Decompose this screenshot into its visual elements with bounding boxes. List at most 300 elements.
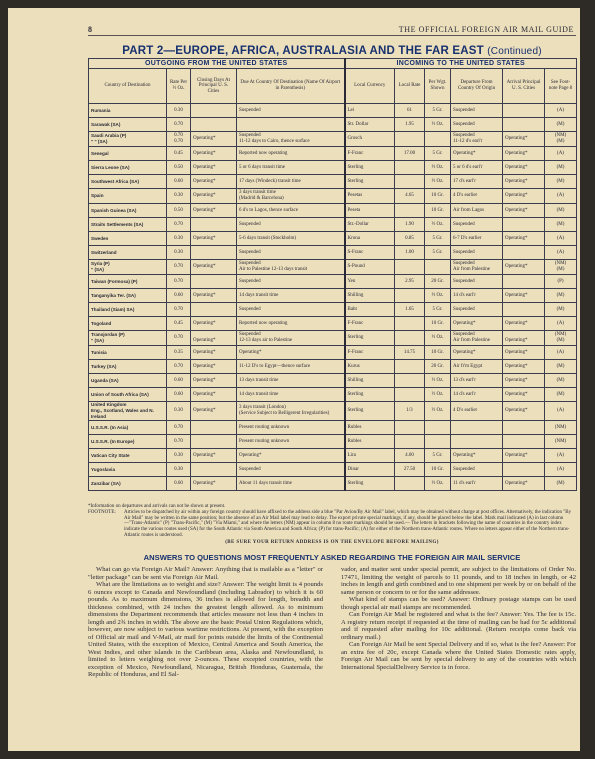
- answer-paragraph: What kind of stamps can be used? Answer: Ordinary postage stamps can be used though special air mail stamps are recommended.: [341, 596, 576, 611]
- footnote-ref-cell: (M): [545, 161, 577, 175]
- per-wgt-cell: 5 Gr.: [425, 232, 451, 246]
- rate-cell: 0.70: [167, 435, 191, 449]
- running-title: THE OFFICIAL FOREIGN AIR MAIL GUIDE: [398, 25, 574, 34]
- due-cell: 17 days (Windeck) transit time: [237, 175, 345, 189]
- footnote-ref-cell: (NM) (M): [545, 260, 577, 275]
- table-row: [89, 346, 577, 360]
- rates-table-body: [89, 104, 577, 491]
- per-wgt-cell: 20 Gr.: [425, 360, 451, 374]
- per-wgt-cell: ½ Oz.: [425, 402, 451, 421]
- arrival-cell: Operating*: [503, 147, 545, 161]
- currency-cell: Sterling: [345, 161, 395, 175]
- country-cell: Spain: [89, 189, 167, 204]
- col-due: Due At Country Of Destination (Name Of Airport in Parenthesis): [237, 69, 345, 104]
- col-rate: Rate Per ½ Oz.: [167, 69, 191, 104]
- country-cell: Southwest Africa (SA): [89, 175, 167, 189]
- departure-cell: Suspended: [451, 246, 503, 260]
- document-page: [8, 8, 580, 751]
- currency-cell: F-Franc: [345, 317, 395, 331]
- per-wgt-cell: ½ Oz.: [425, 331, 451, 346]
- local-rate-cell: [395, 260, 425, 275]
- departure-cell: 11 d's earl'r: [451, 477, 503, 491]
- departure-cell: Air fr'm Egypt: [451, 360, 503, 374]
- local-rate-cell: 17.00: [395, 147, 425, 161]
- departure-cell: 4 D's earlier: [451, 402, 503, 421]
- part-title-cont: (Continued): [487, 46, 542, 57]
- footnote-ref-cell: (M): [545, 175, 577, 189]
- outgoing-heading: OUTGOING FROM THE UNITED STATES: [89, 59, 345, 69]
- table-row: [89, 449, 577, 463]
- footnote-ref-cell: (M): [545, 388, 577, 402]
- per-wgt-cell: [425, 435, 451, 449]
- due-cell: 11-12 D's to Egypt—thence surface: [237, 360, 345, 374]
- footnote-ref-cell: (A): [545, 402, 577, 421]
- due-cell: Suspended: [237, 104, 345, 118]
- per-wgt-cell: 10 Gr.: [425, 204, 451, 218]
- closing-cell: [191, 118, 237, 132]
- rate-cell: 0.60: [167, 374, 191, 388]
- closing-cell: [191, 303, 237, 317]
- per-wgt-cell: 5 Gr.: [425, 147, 451, 161]
- due-cell: 3 days transit (London) (Service Subject to Belligerent Irregularities): [237, 402, 345, 421]
- country-cell: Switzerland: [89, 246, 167, 260]
- answer-paragraph: What can go via Foreign Air Mail? Answer: Anything that is mailable as a "letter" or "letter package" can be sent via Foreign Air Mail.: [88, 566, 323, 581]
- closing-cell: Operating*: [191, 175, 237, 189]
- departure-cell: Suspended 11-12 d's earl'r: [451, 132, 503, 147]
- local-rate-cell: 1.65: [395, 303, 425, 317]
- country-cell: Sierra Leone (SA): [89, 161, 167, 175]
- closing-cell: [191, 218, 237, 232]
- table-row: [89, 161, 577, 175]
- footnote-text: Articles to be dispatched by air within any foreign country should have affixed to the address side a blue "Par Avion/By Air Mail" label, which may be obtained without charge at post offices. Alternatively, the indication "By Air Mail" may be written in the same position; but the absence of an Air Mail label may lead to delay. The export private special markings, if any, should be placed below the label. Mark mail indicated (A) in last column—"Trans-Atlantic" (P) "Trans-Pacific," (M) "Via Miami," and where the letters (NM) appear in column 8 no route markings should be used.— The letters in brackets following the name of countries in the country index indicate the various routes used (SA) for the South Atlantic via South America and South Africa; (P) for trans-Pacific; (A) for either of the Northern trans-Atlantic routes. Where no letters appear either of the Northern trans-Atlantic routes is understood.: [124, 509, 572, 538]
- departure-cell: Suspended: [451, 218, 503, 232]
- due-cell: 13 days transit time: [237, 374, 345, 388]
- departure-cell: 13 d's earl'r: [451, 374, 503, 388]
- table-row: [89, 132, 577, 147]
- local-rate-cell: [395, 388, 425, 402]
- per-wgt-cell: 10 Gr.: [425, 317, 451, 331]
- departure-cell: Operating*: [451, 346, 503, 360]
- country-cell: Sarawak (SA): [89, 118, 167, 132]
- local-rate-cell: [395, 175, 425, 189]
- due-cell: 14 days transit time: [237, 289, 345, 303]
- per-wgt-cell: 10 Gr.: [425, 189, 451, 204]
- local-rate-cell: [395, 289, 425, 303]
- currency-cell: Sterling: [345, 331, 395, 346]
- departure-cell: Operating*: [451, 449, 503, 463]
- footnote-ref-cell: (A): [545, 246, 577, 260]
- local-rate-cell: 1.95: [395, 118, 425, 132]
- footnote-ref-cell: (M): [545, 218, 577, 232]
- local-rate-cell: 1.90: [395, 218, 425, 232]
- per-wgt-cell: [425, 421, 451, 435]
- col-footnote: See Foot-note Page 8: [545, 69, 577, 104]
- per-wgt-cell: [425, 260, 451, 275]
- footnote-ref-cell: (M): [545, 118, 577, 132]
- table-row: [89, 303, 577, 317]
- answers-left-column: [88, 566, 323, 679]
- answer-paragraph: Can Foreign Air Mail be registered and what is the fee? Answer: Yes. The fee is 15c. A registry return receipt if requested at the time of mailing can be had for 5c additional and if requested after mailing for 10c additional. (Return receipts come back via ordinary mail.): [341, 611, 576, 641]
- local-rate-cell: [395, 204, 425, 218]
- col-country: Country of Destination: [89, 69, 167, 104]
- local-rate-cell: [395, 374, 425, 388]
- rate-cell: 0.50: [167, 204, 191, 218]
- currency-cell: Rubles: [345, 435, 395, 449]
- currency-cell: Shilling: [345, 289, 395, 303]
- per-wgt-cell: ½ Oz.: [425, 477, 451, 491]
- currency-cell: Sterling: [345, 175, 395, 189]
- arrival-cell: Operating*: [503, 204, 545, 218]
- closing-cell: [191, 104, 237, 118]
- due-cell: Suspended: [237, 463, 345, 477]
- arrival-cell: [503, 275, 545, 289]
- per-wgt-cell: ½ Oz.: [425, 289, 451, 303]
- footnote-ref-cell: (M): [545, 303, 577, 317]
- rate-cell: 0.60: [167, 477, 191, 491]
- answers-columns: [88, 566, 576, 746]
- closing-cell: Operating*: [191, 147, 237, 161]
- departure-cell: Air from Lagos: [451, 204, 503, 218]
- table-row: [89, 218, 577, 232]
- due-cell: 5 or 6 days transit time: [237, 161, 345, 175]
- part-title-main: PART 2—EUROPE, AFRICA, AUSTRALASIA AND THE FAR EAST: [122, 45, 484, 57]
- currency-cell: Yen: [345, 275, 395, 289]
- currency-cell: Lira: [345, 449, 395, 463]
- closing-cell: Operating*: [191, 189, 237, 204]
- footnote-ref-cell: (NM): [545, 421, 577, 435]
- footnote-ref-cell: (NM) (M): [545, 132, 577, 147]
- country-cell: Spanish Guinea (SA): [89, 204, 167, 218]
- currency-cell: Str. Dollar: [345, 118, 395, 132]
- local-rate-cell: 27.50: [395, 463, 425, 477]
- rate-cell: 0.35: [167, 346, 191, 360]
- footnote-ref-cell: (M): [545, 477, 577, 491]
- currency-cell: F-Franc: [345, 147, 395, 161]
- currency-cell: Sterling: [345, 477, 395, 491]
- country-cell: Saudi Arabia (P) " " (SA): [89, 132, 167, 147]
- closing-cell: Operating*: [191, 317, 237, 331]
- closing-cell: [191, 421, 237, 435]
- footnote-ref-cell: (A): [545, 449, 577, 463]
- local-rate-cell: 4.65: [395, 189, 425, 204]
- per-wgt-cell: 5 Gr.: [425, 449, 451, 463]
- rate-cell: 0.60: [167, 289, 191, 303]
- per-wgt-cell: ½ Oz.: [425, 388, 451, 402]
- table-row: [89, 402, 577, 421]
- arrival-cell: [503, 435, 545, 449]
- arrival-cell: [503, 303, 545, 317]
- due-cell: Present routing unknown: [237, 421, 345, 435]
- closing-cell: Operating*: [191, 374, 237, 388]
- due-cell: 6 d's to Lagos, thence surface: [237, 204, 345, 218]
- rate-cell: 0.70: [167, 118, 191, 132]
- currency-cell: Shilling: [345, 374, 395, 388]
- local-rate-cell: [395, 477, 425, 491]
- per-wgt-cell: 10 Gr.: [425, 346, 451, 360]
- arrival-cell: [503, 118, 545, 132]
- per-wgt-cell: ½ Oz.: [425, 374, 451, 388]
- footnote-ref-cell: (A): [545, 463, 577, 477]
- local-rate-cell: [395, 360, 425, 374]
- currency-cell: S-Pound: [345, 260, 395, 275]
- rate-cell: 0.70: [167, 218, 191, 232]
- currency-cell: Krona: [345, 232, 395, 246]
- arrival-cell: Operating*: [503, 175, 545, 189]
- arrival-cell: [503, 104, 545, 118]
- arrival-cell: Operating*: [503, 232, 545, 246]
- incoming-heading: INCOMING TO THE UNITED STATES: [345, 59, 577, 69]
- footnote-star: *Information on departures and arrivals can not be shown at present.: [88, 504, 226, 509]
- per-wgt-cell: 5 Gr.: [425, 104, 451, 118]
- country-cell: Sweden: [89, 232, 167, 246]
- rate-cell: 0.60: [167, 388, 191, 402]
- per-wgt-cell: 5 Gr.: [425, 303, 451, 317]
- table-row: [89, 104, 577, 118]
- closing-cell: [191, 463, 237, 477]
- closing-cell: Operating*: [191, 388, 237, 402]
- due-cell: Suspended: [237, 303, 345, 317]
- arrival-cell: Operating*: [503, 360, 545, 374]
- closing-cell: Operating*: [191, 232, 237, 246]
- rate-cell: 0.70: [167, 360, 191, 374]
- closing-cell: Operating*: [191, 331, 237, 346]
- col-closing: Closing Days At Principal U. S. Cities: [191, 69, 237, 104]
- departure-cell: 14 d's earl'r: [451, 388, 503, 402]
- departure-cell: Suspended Air from Palestine: [451, 331, 503, 346]
- table-row: [89, 388, 577, 402]
- due-cell: 5-6 days transit (Stockholm): [237, 232, 345, 246]
- answers-right-column: [341, 566, 576, 671]
- closing-cell: Operating*: [191, 449, 237, 463]
- answer-paragraph: vador, and matter sent under special permit, are subject to the limitations of Order No. 17471, limiting the weight of parcels to 11 pounds, and to 18 inches in length, or 42 inches in length and girth combined and to one shipment per week by or on behalf of the same person or concern to or for the same addressee.: [341, 566, 576, 596]
- table-row: [89, 331, 577, 346]
- table-row: [89, 463, 577, 477]
- due-cell: About 11 days transit time: [237, 477, 345, 491]
- country-cell: U.S.S.R. (In Europe): [89, 435, 167, 449]
- local-rate-cell: 1.00: [395, 246, 425, 260]
- due-cell: Operating*: [237, 449, 345, 463]
- country-cell: Tunisia: [89, 346, 167, 360]
- footnote-ref-cell: (A): [545, 189, 577, 204]
- departure-cell: Suspended: [451, 275, 503, 289]
- country-cell: U.S.S.R. (In Asia): [89, 421, 167, 435]
- col-per-wgt: Per Wgt. Shown: [425, 69, 451, 104]
- country-cell: Transjordan (P) " (SA): [89, 331, 167, 346]
- due-cell: Suspended 11-12 days to Cairo, thence surface: [237, 132, 345, 147]
- due-cell: Reported now operating: [237, 147, 345, 161]
- arrival-cell: [503, 246, 545, 260]
- local-rate-cell: 4.00: [395, 449, 425, 463]
- table-row: [89, 189, 577, 204]
- currency-cell: Rubles: [345, 421, 395, 435]
- per-wgt-cell: ½ Oz.: [425, 118, 451, 132]
- rate-cell: 0.30: [167, 104, 191, 118]
- departure-cell: Suspended: [451, 104, 503, 118]
- return-address-notice: (BE SURE YOUR RETURN ADDRESS IS ON THE ENVELOPE BEFORE MAILING): [225, 539, 439, 545]
- arrival-cell: [503, 218, 545, 232]
- closing-cell: Operating*: [191, 346, 237, 360]
- country-cell: Yugoslavia: [89, 463, 167, 477]
- currency-cell: Kurus: [345, 360, 395, 374]
- footnote-label: FOOTNOTE:: [88, 509, 116, 515]
- per-wgt-cell: ½ Oz.: [425, 161, 451, 175]
- due-cell: 3 days transit time (Madrid & Barcelona): [237, 189, 345, 204]
- rate-cell: 0.30: [167, 189, 191, 204]
- col-arrival: Arrival Principal U. S. Cities: [503, 69, 545, 104]
- due-cell: Suspended: [237, 218, 345, 232]
- due-cell: Suspended 12-13 days air to Palestine: [237, 331, 345, 346]
- currency-cell: S-Franc: [345, 246, 395, 260]
- footnote-ref-cell: (P): [545, 275, 577, 289]
- table-row: [89, 435, 577, 449]
- currency-cell: Dinar: [345, 463, 395, 477]
- due-cell: Present routing unknown: [237, 435, 345, 449]
- rate-cell: 0.70: [167, 331, 191, 346]
- country-cell: Syria (P) " (SA): [89, 260, 167, 275]
- currency-cell: F-Franc: [345, 346, 395, 360]
- local-rate-cell: 2.95: [395, 275, 425, 289]
- rate-cell: 0.70: [167, 260, 191, 275]
- header-rule: [88, 35, 576, 36]
- due-cell: [237, 118, 345, 132]
- country-cell: Zanzibar (SA): [89, 477, 167, 491]
- arrival-cell: Operating*: [503, 132, 545, 147]
- closing-cell: Operating*: [191, 161, 237, 175]
- departure-cell: 5 or 6 d's earl'r: [451, 161, 503, 175]
- table-row: [89, 317, 577, 331]
- currency-cell: Baht: [345, 303, 395, 317]
- departure-cell: [451, 435, 503, 449]
- col-departure: Departure From Country Of Origin: [451, 69, 503, 104]
- arrival-cell: Operating*: [503, 161, 545, 175]
- footnote-ref-cell: (NM) (M): [545, 331, 577, 346]
- country-cell: Straits Settlements (SA): [89, 218, 167, 232]
- footnote-ref-cell: (A): [545, 317, 577, 331]
- arrival-cell: Operating*: [503, 331, 545, 346]
- local-rate-cell: 14.75: [395, 346, 425, 360]
- currency-cell: Sterling: [345, 402, 395, 421]
- due-cell: Suspended: [237, 275, 345, 289]
- answers-heading: ANSWERS TO QUESTIONS MOST FREQUENTLY ASKED REGARDING THE FOREIGN AIR MAIL SERVICE: [143, 553, 521, 562]
- closing-cell: [191, 246, 237, 260]
- arrival-cell: Operating*: [503, 189, 545, 204]
- footnote-ref-cell: (A): [545, 147, 577, 161]
- currency-cell: Sterling: [345, 388, 395, 402]
- table-row: [89, 147, 577, 161]
- per-wgt-cell: ½ Oz.: [425, 175, 451, 189]
- footnote-ref-cell: (A): [545, 232, 577, 246]
- closing-cell: Operating*: [191, 132, 237, 147]
- rate-cell: 0.60: [167, 175, 191, 189]
- currency-cell: Peseta: [345, 204, 395, 218]
- rate-cell: 0.30: [167, 463, 191, 477]
- table-row: [89, 289, 577, 303]
- table-row: [89, 204, 577, 218]
- currency-cell: Pesetas: [345, 189, 395, 204]
- arrival-cell: Operating*: [503, 346, 545, 360]
- country-cell: Thailand (Siam) SA): [89, 303, 167, 317]
- per-wgt-cell: 10 Gr.: [425, 463, 451, 477]
- table-row: [89, 246, 577, 260]
- due-cell: Suspended Air to Palestine 12-13 days transit: [237, 260, 345, 275]
- col-currency: Local Currency: [345, 69, 395, 104]
- page-number: 8: [88, 25, 92, 34]
- country-cell: Turkey (SA): [89, 360, 167, 374]
- closing-cell: Operating*: [191, 477, 237, 491]
- table-row: [89, 421, 577, 435]
- arrival-cell: Operating*: [503, 260, 545, 275]
- local-rate-cell: [395, 331, 425, 346]
- footnote-ref-cell: (A): [545, 104, 577, 118]
- closing-cell: Operating*: [191, 260, 237, 275]
- currency-cell: Grosch: [345, 132, 395, 147]
- per-wgt-cell: 20 Gr.: [425, 275, 451, 289]
- closing-cell: [191, 435, 237, 449]
- rate-cell: 0.30: [167, 449, 191, 463]
- rate-cell: 0.30: [167, 246, 191, 260]
- country-cell: United Kingdom Eng., Scotland, Wales and N. Ireland: [89, 402, 167, 421]
- country-cell: Senegal: [89, 147, 167, 161]
- arrival-cell: Operating*: [503, 388, 545, 402]
- due-cell: Reported now operating: [237, 317, 345, 331]
- rate-cell: 0.45: [167, 317, 191, 331]
- rates-table-wrap: [88, 58, 576, 491]
- local-rate-cell: [395, 421, 425, 435]
- per-wgt-cell: ½ Oz.: [425, 218, 451, 232]
- local-rate-cell: 0.85: [395, 232, 425, 246]
- per-wgt-cell: [425, 132, 451, 147]
- country-cell: Tanganyika Ter. (SA): [89, 289, 167, 303]
- due-cell: 14 days transit time: [237, 388, 345, 402]
- due-cell: Suspended: [237, 246, 345, 260]
- table-row: [89, 360, 577, 374]
- arrival-cell: Operating*: [503, 317, 545, 331]
- departure-cell: 4 D's earlier: [451, 189, 503, 204]
- departure-cell: Suspended Air from Palestine: [451, 260, 503, 275]
- arrival-cell: Operating*: [503, 402, 545, 421]
- country-cell: Togoland: [89, 317, 167, 331]
- footnote-ref-cell: (A): [545, 346, 577, 360]
- rate-cell: 0.50: [167, 161, 191, 175]
- departure-cell: Operating*: [451, 147, 503, 161]
- per-wgt-cell: 5 Gr.: [425, 246, 451, 260]
- local-rate-cell: [395, 161, 425, 175]
- arrival-cell: [503, 421, 545, 435]
- footnote-ref-cell: (M): [545, 360, 577, 374]
- country-cell: Uganda (SA): [89, 374, 167, 388]
- arrival-cell: Operating*: [503, 477, 545, 491]
- rate-cell: 0.30: [167, 402, 191, 421]
- country-cell: Union of South Africa (SA): [89, 388, 167, 402]
- part-title: [88, 45, 576, 57]
- departure-cell: Suspended: [451, 118, 503, 132]
- rate-cell: 0.30: [167, 232, 191, 246]
- footnote-block: [88, 504, 576, 546]
- local-rate-cell: [395, 435, 425, 449]
- local-rate-cell: [395, 132, 425, 147]
- rate-cell: 0.70: [167, 421, 191, 435]
- table-row: [89, 260, 577, 275]
- footnote-ref-cell: (M): [545, 289, 577, 303]
- local-rate-cell: 61: [395, 104, 425, 118]
- departure-cell: 6-7 D's earlier: [451, 232, 503, 246]
- table-row: [89, 374, 577, 388]
- table-row: [89, 232, 577, 246]
- local-rate-cell: 1/3: [395, 402, 425, 421]
- departure-cell: 14 d's earl'r: [451, 289, 503, 303]
- local-rate-cell: [395, 317, 425, 331]
- table-row: [89, 477, 577, 491]
